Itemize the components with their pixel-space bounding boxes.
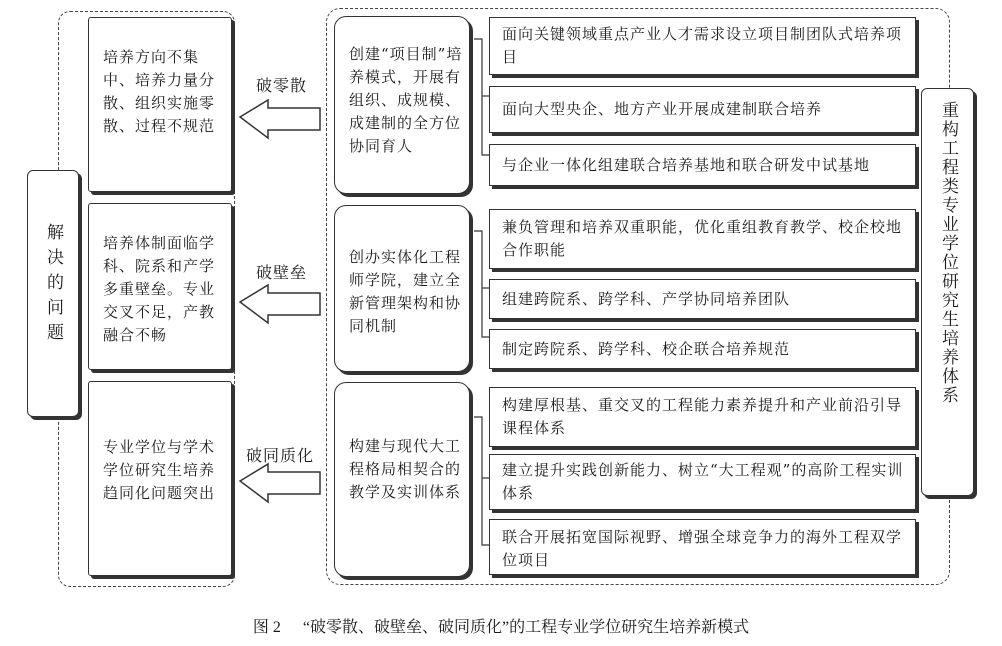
problem-box-3 xyxy=(88,381,232,576)
arrow-label-1: 破零散 xyxy=(256,76,308,95)
detail-box-3-3 xyxy=(489,519,916,575)
arrow-label-3: 破同质化 xyxy=(246,446,315,465)
detail-box-3-2 xyxy=(489,454,916,510)
detail-text: 面向关键领域重点产业人才需求设立项目制团队式培养项目 xyxy=(502,25,903,66)
problems-label-box xyxy=(27,170,79,417)
detail-box-1-3 xyxy=(489,144,916,186)
measure-box-2 xyxy=(334,205,470,372)
bracket-group-2 xyxy=(474,231,489,337)
detail-text: 构建厚根基、重交叉的工程能力素养提升和产业前沿引导课程体系 xyxy=(502,396,903,437)
measure-text-3: 构建与现代大工程格局相契合的教学及实训体系 xyxy=(349,437,462,501)
arrow-3 xyxy=(240,464,320,502)
problem-text-1: 培养方向不集中、培养力量分散、组织实施零散、过程不规范 xyxy=(103,48,216,135)
arrow-1 xyxy=(240,100,320,138)
detail-text: 联合开展拓宽国际视野、增强全球竞争力的海外工程双学位项目 xyxy=(502,528,903,569)
system-label: 重构工程类专业学位研究生培养体系 xyxy=(938,101,958,405)
detail-box-1-1 xyxy=(489,17,916,75)
problems-label: 解决的问题 xyxy=(43,223,63,348)
detail-text: 与企业一体化组建联合培养基地和联合研发中试基地 xyxy=(502,156,871,174)
problem-text-3: 专业学位与学术学位研究生培养趋同化问题突出 xyxy=(103,438,216,502)
arrow-label-2: 破壁垒 xyxy=(256,263,308,282)
system-label-box xyxy=(921,88,974,496)
detail-box-2-1 xyxy=(489,209,916,269)
measure-box-3 xyxy=(334,382,470,577)
bracket-group-1 xyxy=(474,39,489,155)
measure-box-1 xyxy=(334,16,470,194)
detail-box-3-1 xyxy=(489,387,916,447)
caption-text: “破零散、破壁垒、破同质化”的工程专业学位研究生培养新模式 xyxy=(302,619,750,636)
figure-caption xyxy=(0,614,1002,637)
detail-text: 制定跨院系、跨学科、校企联合培养规范 xyxy=(502,340,791,358)
detail-text: 面向大型央企、地方产业开展成建制联合培养 xyxy=(502,100,823,118)
problem-text-2: 培养体制面临学科、院系和产学多重壁垒。专业交叉不足，产教融合不畅 xyxy=(103,234,216,344)
detail-text: 兼负管理和培养双重职能，优化重组教育教学、校企校地合作职能 xyxy=(502,218,903,259)
problem-box-1 xyxy=(88,17,232,192)
arrow-2 xyxy=(240,285,320,323)
detail-box-2-2 xyxy=(489,279,916,319)
caption-number: 图 2 xyxy=(252,619,281,636)
bracket-group-3 xyxy=(474,417,489,545)
measure-text-2: 创办实体化工程师学院，建立全新管理架构和协同机制 xyxy=(349,248,462,335)
detail-box-2-3 xyxy=(489,329,916,369)
detail-box-1-2 xyxy=(489,86,916,133)
detail-text: 建立提升实践创新能力、树立“大工程观”的高阶工程实训体系 xyxy=(502,461,904,502)
problem-box-2 xyxy=(88,203,232,370)
measure-text-1: 创建“项目制”培养模式，开展有组织、成规模、成建制的全方位协同育人 xyxy=(349,45,463,155)
detail-text: 组建跨院系、跨学科、产学协同培养团队 xyxy=(502,290,791,308)
